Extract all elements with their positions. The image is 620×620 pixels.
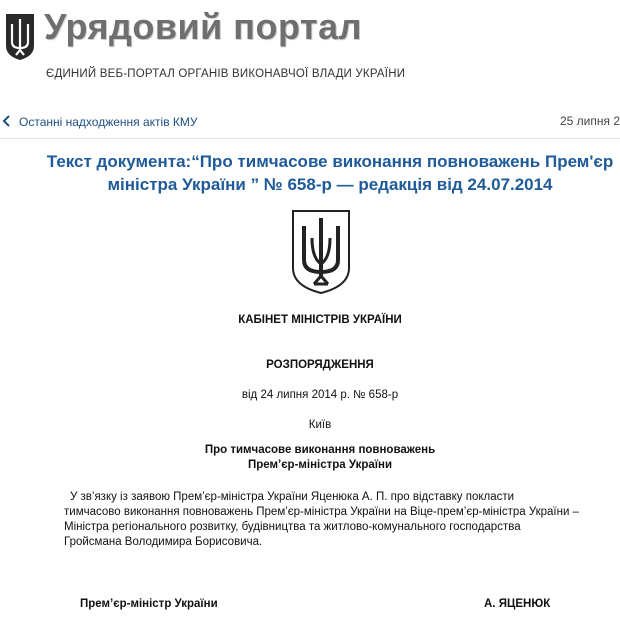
document-body <box>64 490 620 550</box>
page-title-line-1: Текст документа:“Про тимчасове виконання повноважень Прем'єр <box>46 152 614 171</box>
document-type: РОЗПОРЯДЖЕННЯ <box>266 359 374 371</box>
site-subtitle: ЄДИНИЙ ВЕБ-ПОРТАЛ ОРГАНІВ ВИКОНАВЧОЇ ВЛАДИ УКРАЇНИ <box>46 68 406 80</box>
page-title <box>0 150 620 196</box>
body-line-1: У зв’язку із заявою Прем’єр-міністра України Яценюка А. П. про відставку покласти <box>70 491 515 503</box>
recent-acts-link[interactable]: Останні надходження актів КМУ <box>19 115 198 129</box>
document-date-number: від 24 липня 2014 р. № 658-р <box>241 389 399 401</box>
body-line-4: Гройсмана Володимира Борисовича. <box>64 536 263 548</box>
signature-position: Прем’єр-міністр України <box>80 598 218 610</box>
publication-date: 25 липня 2 <box>560 114 620 128</box>
page-title-line-2: міністра України ” № 658-р — редакція від 24.07.2014 <box>107 175 553 194</box>
signature-name: А. ЯЦЕНЮК <box>484 598 551 610</box>
trident-crest-icon[interactable] <box>4 12 36 62</box>
site-title[interactable]: Урядовий портал <box>44 6 363 47</box>
coat-of-arms-icon <box>290 208 352 296</box>
body-line-3: Міністра регіонального розвитку, будівництва та житлово-комунального господарства <box>64 521 521 533</box>
document-heading-line-2: Прем’єр-міністра України <box>247 459 393 471</box>
document-city: Київ <box>308 419 332 431</box>
divider <box>0 138 620 139</box>
issuing-authority: КАБІНЕТ МІНІСТРІВ УКРАЇНИ <box>238 314 402 326</box>
site-header <box>0 0 620 92</box>
chevron-left-icon[interactable] <box>2 115 12 127</box>
breadcrumb <box>0 110 620 138</box>
document-heading-line-1: Про тимчасове виконання повноважень <box>204 444 436 456</box>
body-line-2: тимчасово виконання повноважень Прем’єр-міністра України на Віце-прем’єр-міністра України – <box>64 506 579 518</box>
